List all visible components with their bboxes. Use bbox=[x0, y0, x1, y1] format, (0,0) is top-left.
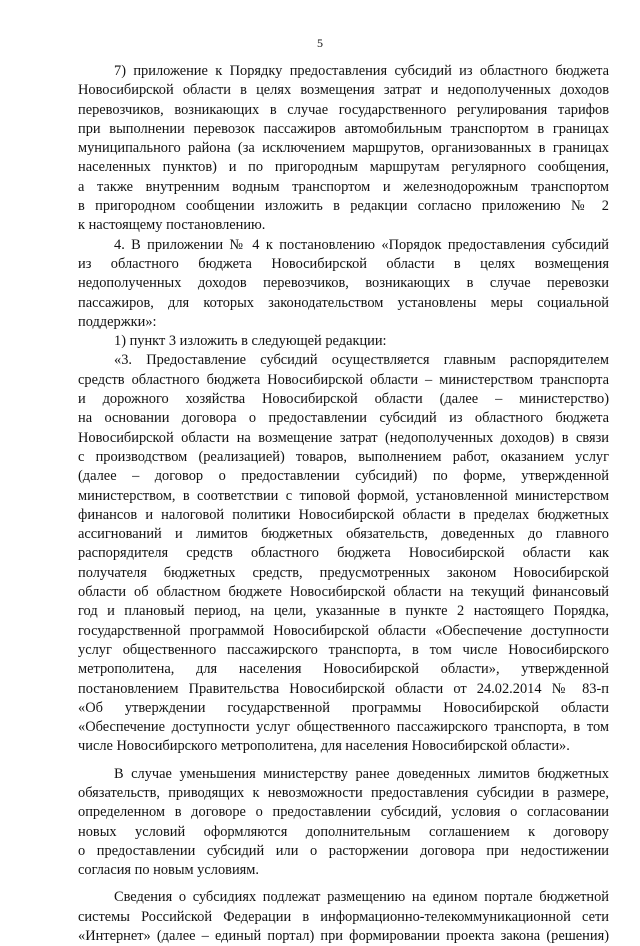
text-line: определенном в договоре о предоставлении субсидий, условия о согласовании bbox=[78, 804, 609, 821]
text-line: «3. Предоставление субсидий осуществляется главным распорядителем bbox=[114, 352, 609, 369]
text-line: из областного бюджета Новосибирской области в целях возмещения bbox=[78, 255, 609, 272]
text-line: перевозчиков, возникающих в случае государственного регулирования тарифов bbox=[78, 101, 609, 118]
text-line: с производством (реализацией) товаров, выполнением работ, оказанием услуг bbox=[78, 448, 609, 465]
text-line: средств областного бюджета Новосибирской области – министерством транспорта bbox=[78, 371, 609, 388]
text-line: системы Российской Федерации в информационно-телекоммуникационной сети bbox=[78, 908, 609, 925]
text-line: государственной программой Новосибирской области «Обеспечение доступности bbox=[78, 622, 609, 639]
text-line: к настоящему постановлению. bbox=[78, 217, 266, 234]
text-line: финансов и налоговой политики Новосибирской области в пределах бюджетных bbox=[78, 506, 609, 523]
text-line: недополученных доходов перевозчиков, возникающих в случае перевозки bbox=[78, 275, 609, 292]
text-line: «Обеспечение доступности услуг общественного пассажирского транспорта, в том bbox=[78, 719, 609, 736]
text-line: 7) приложение к Порядку предоставления субсидий из областного бюджета bbox=[114, 63, 609, 79]
text-line: и дорожного хозяйства Новосибирской области (далее – министерство) bbox=[78, 391, 609, 408]
text-line: пассажиров, для которых законодательством установлены меры социальной bbox=[78, 294, 609, 311]
text-line: метрополитена, для населения Новосибирской области», утвержденной bbox=[78, 661, 609, 678]
page-number: 5 bbox=[317, 36, 323, 50]
paragraph-gap bbox=[78, 757, 609, 765]
text-line: постановлением Правительства Новосибирской области от 24.02.2014 № 83-п bbox=[78, 680, 609, 697]
text-line: числе Новосибирского метрополитена, для населения Новосибирской области». bbox=[78, 738, 570, 755]
text-line: В случае уменьшения министерству ранее доведенных лимитов бюджетных bbox=[114, 765, 609, 782]
text-line: Сведения о субсидиях подлежат размещению на едином портале бюджетной bbox=[114, 889, 609, 906]
text-line: услуг общественного пассажирского транспорта, в том числе Новосибирского bbox=[78, 641, 609, 658]
document-body bbox=[78, 62, 609, 946]
text-line: области об областном бюджете Новосибирской области на текущий финансовый bbox=[78, 584, 609, 601]
text-line: получателя бюджетных средств, предусмотренных законом Новосибирской bbox=[78, 564, 609, 581]
text-line: Новосибирской области в целях возмещения затрат и недополученных доходов bbox=[78, 82, 609, 99]
text-line: обязательств, приводящих к невозможности предоставления субсидии в размере, bbox=[78, 784, 609, 801]
text-line: «Интернет» (далее – единый портал) при формировании проекта закона (решения) bbox=[78, 928, 609, 945]
text-line: министерством, в соответствии с типовой формой, установленной министерством bbox=[78, 487, 609, 504]
text-line: распорядителя средств областного бюджета Новосибирской области как bbox=[78, 545, 609, 562]
text-line: населенных пунктов) и по пригородным маршрутам регулярного сообщения, bbox=[78, 159, 609, 176]
text-line: «Об утверждении государственной программы Новосибирской области bbox=[78, 699, 609, 716]
text-line: год и плановый период, на цели, указанные в пункте 2 настоящего Порядка, bbox=[78, 603, 609, 620]
text-line: при выполнении перевозок пассажиров автомобильным транспортом в границах bbox=[78, 120, 609, 137]
text-line: 4. В приложении № 4 к постановлению «Порядок предоставления субсидий bbox=[114, 236, 609, 253]
text-line: ассигнований и лимитов бюджетных обязательств, доведенных до главного bbox=[78, 526, 609, 543]
text-line: в пригородном сообщении изложить в редакции согласно приложению № 2 bbox=[78, 198, 609, 215]
text-line: (далее – договор о предоставлении субсидий) по форме, утвержденной bbox=[78, 468, 609, 485]
text-line: о предоставлении субсидий или о расторжении договора при недостижении bbox=[78, 842, 609, 859]
text-line: а также внутренним водным транспортом и железнодорожным транспортом bbox=[78, 178, 609, 195]
text-line: муниципального района (за исключением маршрутов, организованных в границах bbox=[78, 140, 609, 157]
text-line: на основании договора о предоставлении субсидий из областного бюджета bbox=[78, 410, 609, 427]
text-line: поддержки»: bbox=[78, 313, 157, 330]
paragraph-gap bbox=[78, 880, 609, 888]
text-line: согласия по новым условиям. bbox=[78, 862, 259, 879]
text-line: 1) пункт 3 изложить в следующей редакции: bbox=[114, 333, 387, 350]
text-line: новых условий оформляются дополнительным соглашением к договору bbox=[78, 823, 609, 840]
text-line: Новосибирской области на возмещение затрат (недополученных доходов) в связи bbox=[78, 429, 609, 446]
